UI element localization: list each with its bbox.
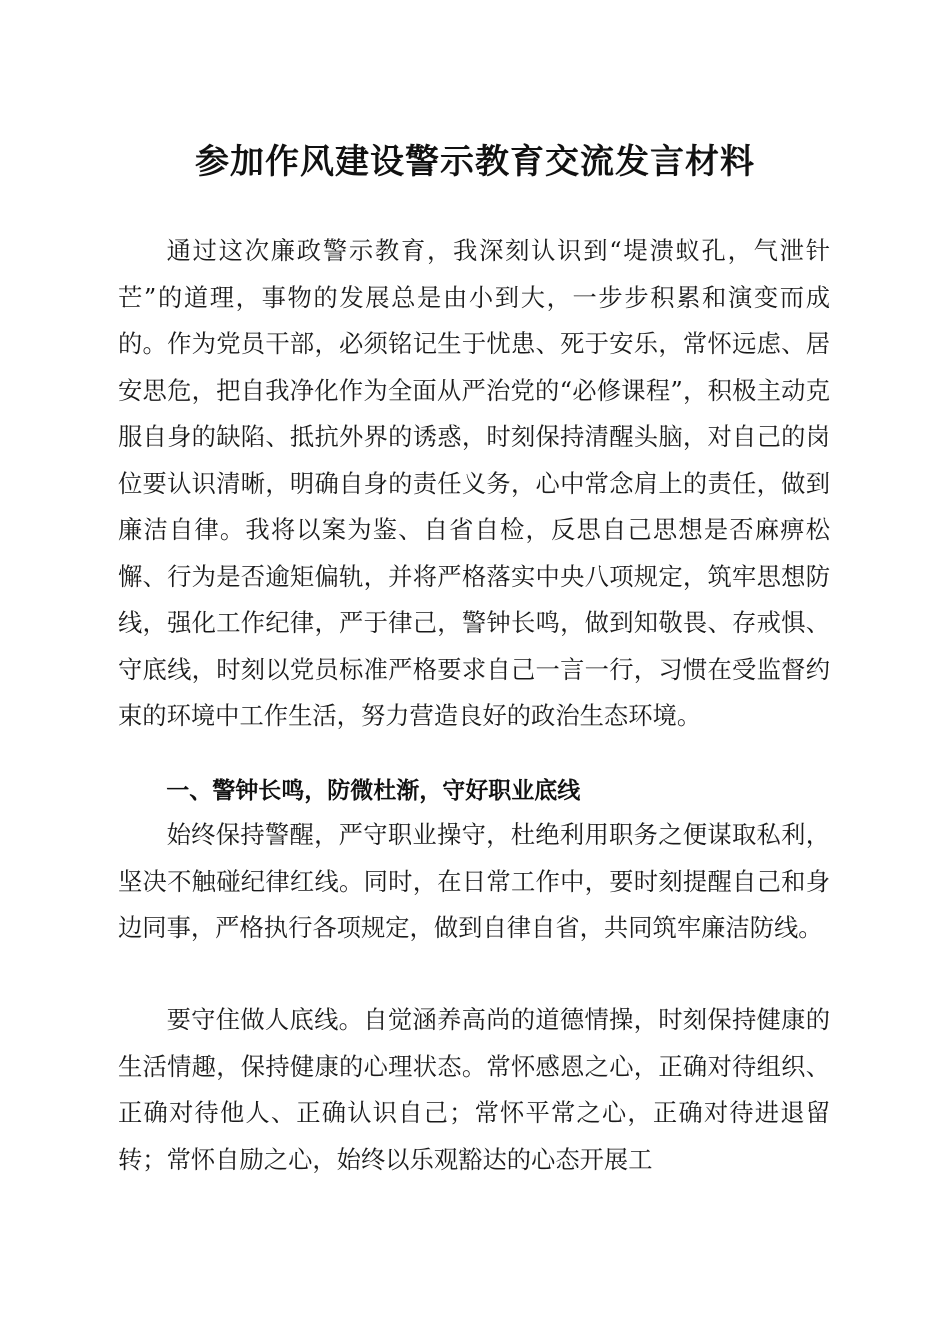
paragraph-bottom-line: 要守住做人底线。自觉涵养高尚的道德情操，时刻保持健康的生活情趣，保持健康的心理状态。常怀感恩之心，正确对待组织、正确对待他人、正确认识自己；常怀平常之心，正确对待进退留转；常怀自励之心，始终以乐观豁达的心态开展工 [118, 1005, 830, 1174]
paragraph-intro: 通过这次廉政警示教育，我深刻认识到“堤溃蚁孔，气泄针芒”的道理，事物的发展总是由小到大，一步步积累和演变而成的。作为党员干部，必须铭记生于忧患、死于安乐，常怀远虑、居安思危，把自我净化作为全面从严治党的“必修课程”，积极主动克服自身的缺陷、抵抗外界的诱惑，时刻保持清醒头脑，对自己的岗位要认识清晰，明确自身的责任义务，心中常念肩上的责任，做到廉洁自律。我将以案为鉴、自省自检，反思自己思想是否麻痹松懈、行为是否逾矩偏轨，并将严格落实中央八项规定，筑牢思想防线，强化工作纪律，严于律己，警钟长鸣，做到知敬畏、存戒惧、守底线，时刻以党员标准严格要求自己一言一行，习惯在受监督约束的环境中工作生活，努力营造良好的政治生态环境。 [118, 236, 830, 730]
section-heading-1: 一、警钟长鸣，防微杜渐，守好职业底线 [166, 778, 581, 804]
paragraph-section-1: 始终保持警醒，严守职业操守，杜绝利用职务之便谋取私利，坚决不触碰纪律红线。同时，在日常工作中，要时刻提醒自己和身边同事，严格执行各项规定，做到自律自省，共同筑牢廉洁防线。 [118, 820, 830, 942]
document-title: 参加作风建设警示教育交流发言材料 [195, 142, 755, 182]
